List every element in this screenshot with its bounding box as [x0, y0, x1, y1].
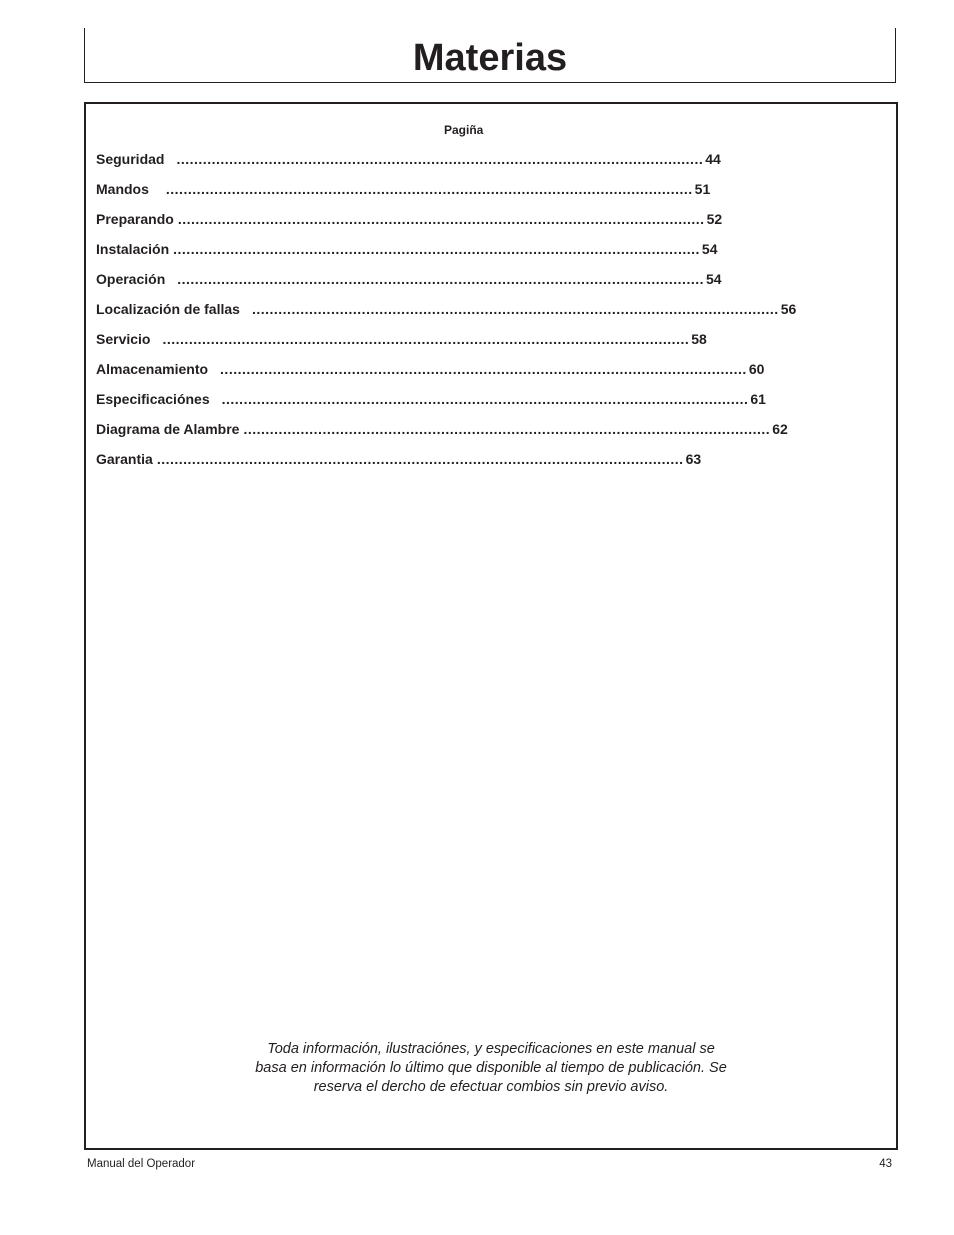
toc-leader-dots: ........................................................................................................................ [177, 271, 705, 287]
toc-entry-page: 56 [780, 301, 797, 317]
toc-entry-label: Diagrama de Alambre [96, 421, 240, 437]
toc-leader-dots: ........................................................................................................................ [220, 361, 747, 377]
toc-leader-dots: ........................................................................................................................ [173, 241, 700, 257]
toc-entry[interactable] [96, 450, 702, 480]
toc-entry-label: Operación [96, 271, 166, 287]
page-title: Materias [412, 37, 568, 79]
toc-entry-page: 51 [694, 181, 711, 197]
toc-leader-dots: ........................................................................................................................ [156, 451, 684, 467]
toc-entry-page: 63 [685, 451, 702, 467]
toc-leader-dots: ........................................................................................................................ [243, 421, 771, 437]
notice-line: basa en información lo último que disponible al tiempo de publicación. Se [255, 1060, 727, 1076]
toc-entry-page: 52 [706, 211, 723, 227]
page-column-header: Pagiña [444, 123, 484, 137]
toc-entry[interactable] [96, 420, 788, 450]
toc-leader-dots: ........................................................................................................................ [251, 301, 779, 317]
toc-entry[interactable] [96, 300, 797, 330]
toc-entry[interactable] [96, 150, 721, 180]
toc-entry-label: Especificaciónes [96, 391, 210, 407]
title-frame [84, 28, 896, 83]
toc-leader-dots: ........................................................................................................................ [176, 151, 704, 167]
toc-entry-page: 60 [748, 361, 765, 377]
toc-entry-label: Localización de fallas [96, 301, 240, 317]
publication-notice [86, 1040, 896, 1097]
toc-entry[interactable] [96, 240, 718, 270]
toc-entry[interactable] [96, 390, 766, 420]
toc-entry-label: Garantia [96, 451, 153, 467]
toc-entry-label: Mandos [96, 181, 149, 197]
toc-entry-page: 62 [772, 421, 788, 437]
toc-entry-label: Instalación [96, 241, 170, 257]
footer-manual-name: Manual del Operador [87, 1158, 196, 1170]
toc-entry-page: 58 [691, 331, 707, 347]
toc-entry[interactable] [96, 330, 707, 360]
toc-leader-dots: ........................................................................................................................ [221, 391, 749, 407]
toc-entry-page: 44 [705, 151, 721, 167]
toc-leader-dots: ........................................................................................................................ [177, 211, 705, 227]
toc-leader-dots: ........................................................................................................................ [165, 181, 693, 197]
toc-leader-dots: ........................................................................................................................ [162, 331, 690, 347]
toc-entry-label: Almacenamiento [96, 361, 209, 377]
table-of-contents [96, 150, 797, 480]
toc-entry[interactable] [96, 210, 723, 240]
footer-page-number: 43 [879, 1158, 892, 1170]
notice-line: Toda información, ilustraciónes, y especificaciones en este manual se [267, 1041, 715, 1057]
toc-entry[interactable] [96, 360, 765, 390]
toc-entry-label: Seguridad [96, 151, 165, 167]
toc-entry-label: Servicio [96, 331, 151, 347]
toc-entry-page: 54 [706, 271, 722, 287]
toc-entry[interactable] [96, 270, 722, 300]
toc-entry-label: Preparando [96, 211, 174, 227]
toc-entry-page: 54 [701, 241, 718, 257]
toc-entry-page: 61 [750, 391, 766, 407]
notice-line: reserva el dercho de efectuar combios sin previo aviso. [313, 1079, 669, 1095]
contents-box [84, 102, 898, 1150]
toc-entry[interactable] [96, 180, 711, 210]
